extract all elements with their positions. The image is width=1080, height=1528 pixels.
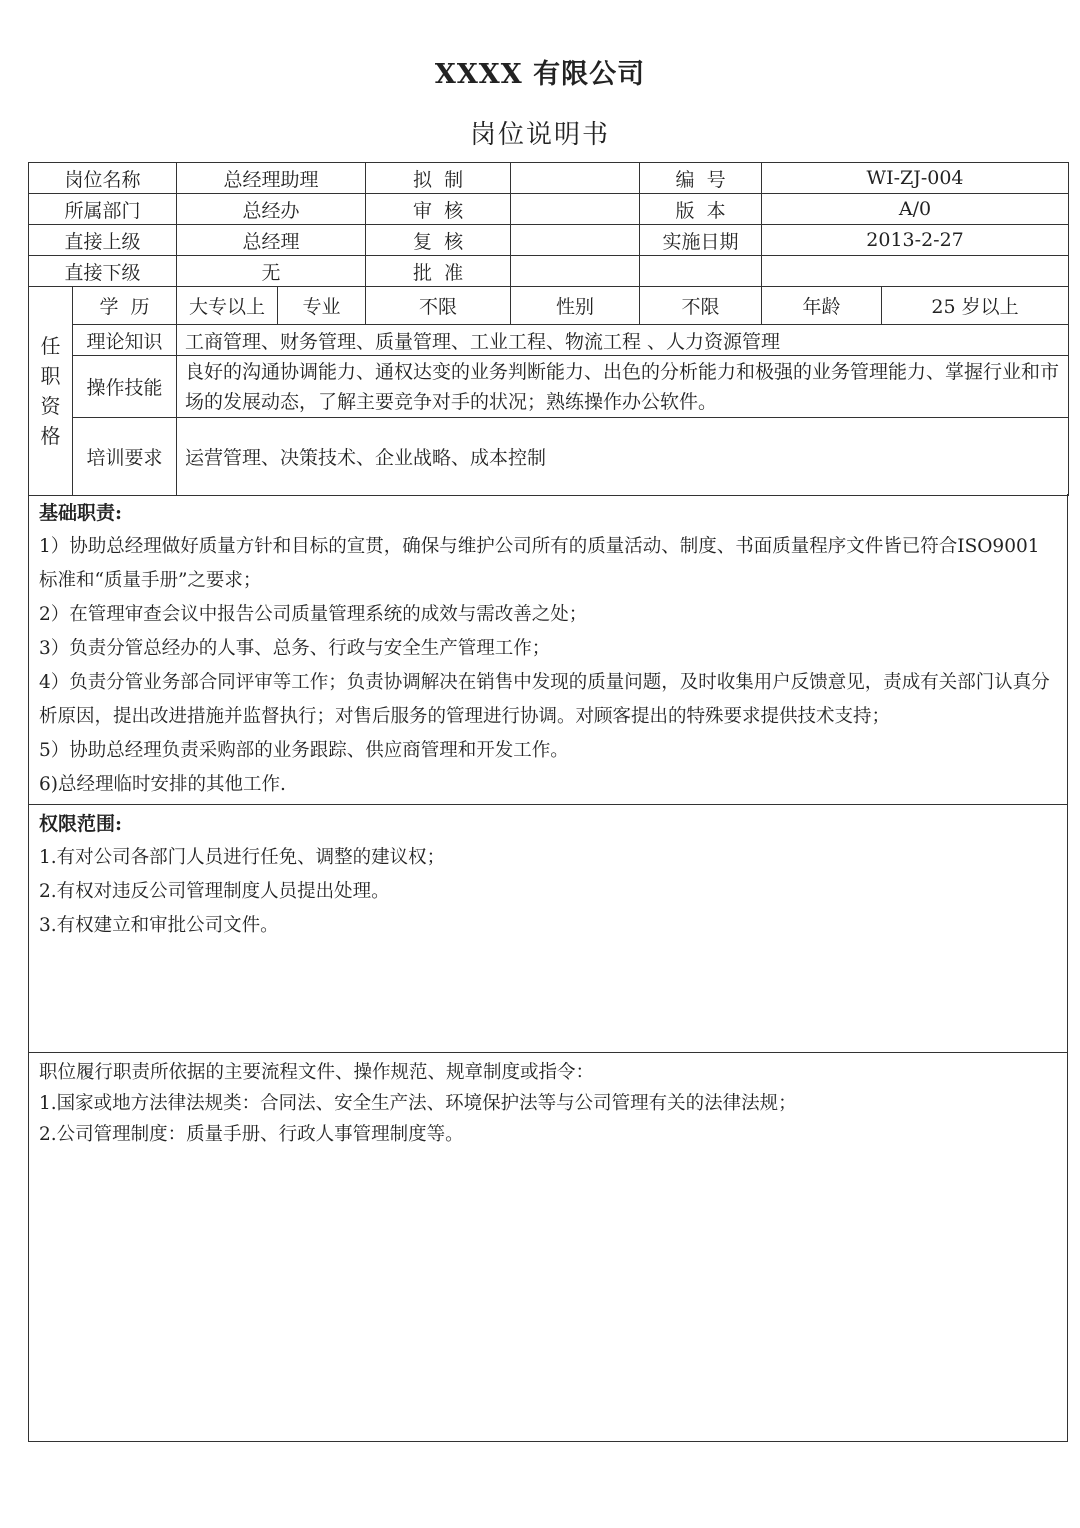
group-char: 职 [40, 364, 61, 388]
code-value: WI-ZJ-004 [762, 163, 1069, 194]
authority-item: 3.有权建立和审批公司文件。 [39, 915, 279, 936]
draft-value [511, 163, 640, 194]
superior-value: 总经理 [177, 225, 366, 256]
company-name: XXXX 有限公司 [434, 59, 646, 90]
approve-value [511, 256, 640, 287]
major-label: 专业 [278, 287, 366, 325]
authority-heading: 权限范围: [39, 813, 123, 835]
theory-value: 工商管理、财务管理、质量管理、工业工程、物流工程 、人力资源管理 [177, 325, 1069, 356]
duty-item: 3）负责分管总经办的人事、总务、行政与安全生产管理工作； [39, 638, 551, 659]
version-label: 版 本 [640, 194, 762, 225]
recheck-value [511, 225, 640, 256]
skill-label: 操作技能 [73, 356, 177, 418]
basis-item: 2.公司管理制度：质量手册、行政人事管理制度等。 [39, 1124, 464, 1145]
gender-value: 不限 [640, 287, 762, 325]
major-value: 不限 [366, 287, 511, 325]
group-char: 资 [40, 394, 61, 418]
review-label: 审 核 [366, 194, 511, 225]
job-info-table [28, 162, 1069, 496]
age-label: 年龄 [762, 287, 882, 325]
position-name-label: 岗位名称 [29, 163, 177, 194]
empty-cell [762, 256, 1069, 287]
age-value: 25 岁以上 [882, 287, 1069, 325]
training-value: 运营管理、决策技术、企业战略、成本控制 [177, 418, 1069, 496]
position-name-value: 总经理助理 [177, 163, 366, 194]
theory-label: 理论知识 [73, 325, 177, 356]
document-title: 岗位说明书 [469, 120, 610, 150]
department-value: 总经办 [177, 194, 366, 225]
duty-item: 5）协助总经理负责采购部的业务跟踪、供应商管理和开发工作。 [39, 740, 569, 761]
version-value: A/0 [762, 194, 1069, 225]
recheck-label: 复 核 [366, 225, 511, 256]
draft-label: 拟 制 [366, 163, 511, 194]
duty-item: 1）协助总经理做好质量方针和目标的宣贯，确保与维护公司所有的质量活动、制度、书面质量程序文件皆已符合ISO9001 标准和“质量手册”之要求； [39, 536, 1040, 591]
basic-duties-section [28, 494, 1068, 805]
authority-item: 2.有权对违反公司管理制度人员提出处理。 [39, 881, 390, 902]
skill-value: 良好的沟通协调能力、通权达变的业务判断能力、出色的分析能力和极强的业务管理能力、掌握行业和市场的发展动态，了解主要竞争对手的状况；熟练操作办公软件。 [177, 356, 1069, 418]
education-value: 大专以上 [177, 287, 278, 325]
duty-item: 6)总经理临时安排的其他工作. [39, 774, 286, 795]
authority-section [28, 805, 1068, 1053]
superior-label: 直接上级 [29, 225, 177, 256]
basis-heading: 职位履行职责所依据的主要流程文件、操作规范、规章制度或指令： [39, 1062, 595, 1083]
qualification-group-label [29, 287, 73, 496]
training-label: 培训要求 [73, 418, 177, 496]
gender-label: 性别 [511, 287, 640, 325]
review-value [511, 194, 640, 225]
education-label: 学 历 [73, 287, 177, 325]
basis-item: 1.国家或地方法律法规类：合同法、安全生产法、环境保护法等与公司管理有关的法律法规； [39, 1093, 797, 1114]
subordinate-value: 无 [177, 256, 366, 287]
empty-cell [640, 256, 762, 287]
effective-date-value: 2013-2-27 [762, 225, 1069, 256]
basic-duties-heading: 基础职责: [39, 502, 123, 524]
department-label: 所属部门 [29, 194, 177, 225]
subordinate-label: 直接下级 [29, 256, 177, 287]
group-char: 格 [40, 424, 61, 448]
effective-date-label: 实施日期 [640, 225, 762, 256]
basis-section [28, 1053, 1068, 1442]
group-char: 任 [40, 334, 61, 358]
code-label: 编 号 [640, 163, 762, 194]
approve-label: 批 准 [366, 256, 511, 287]
duty-item: 2）在管理审查会议中报告公司质量管理系统的成效与需改善之处； [39, 604, 588, 625]
authority-item: 1.有对公司各部门人员进行任免、调整的建议权； [39, 847, 446, 868]
duty-item: 4）负责分管业务部合同评审等工作；负责协调解决在销售中发现的质量问题，及时收集用户反馈意见，责成有关部门认真分析原因，提出改进措施并监督执行；对售后服务的管理进行协调。对顾客提出的特殊要求提供技术支持； [39, 672, 1050, 727]
